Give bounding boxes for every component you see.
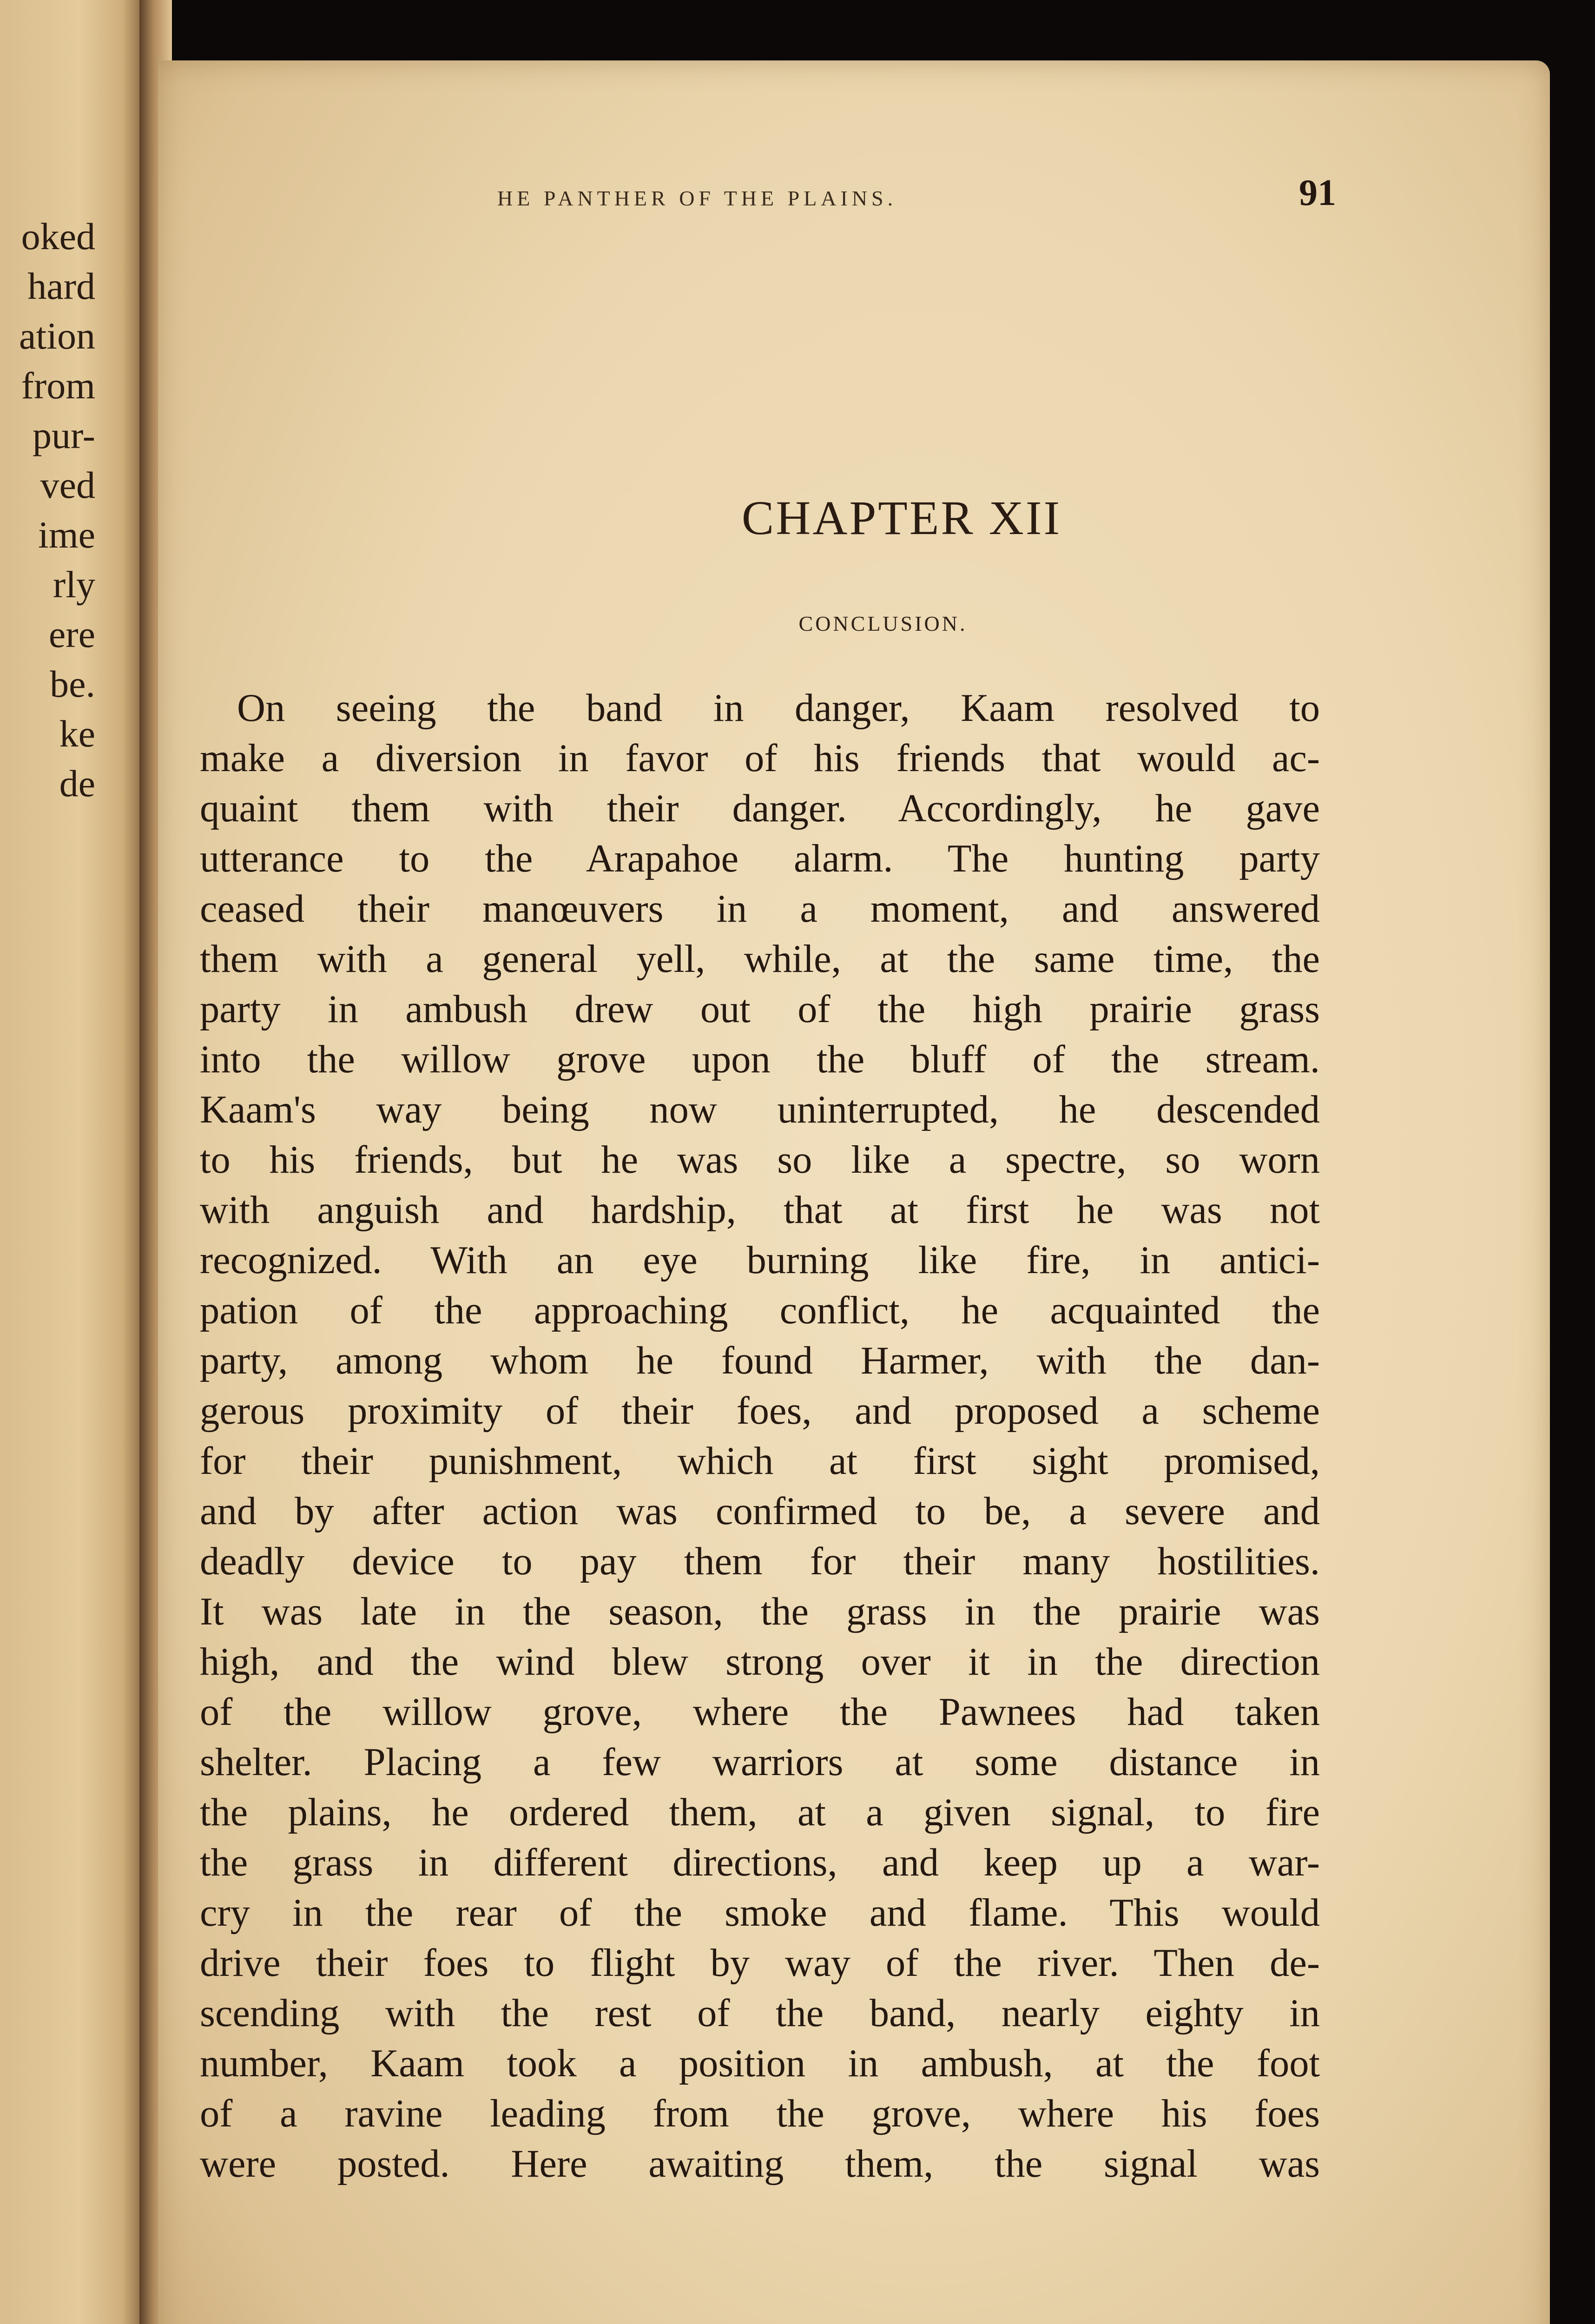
text-line: quaint them with their danger. Accordingly, he gave	[200, 787, 1320, 830]
text-line: into the willow grove upon the bluff of the stream.	[200, 1038, 1320, 1081]
body-paragraph	[200, 683, 1320, 2189]
text-line: Kaam's way being now uninterrupted, he descended	[200, 1088, 1320, 1131]
text-line: number, Kaam took a position in ambush, at the foot	[200, 2042, 1320, 2085]
text-line: utterance to the Arapahoe alarm. The hunting party	[200, 837, 1320, 880]
text-line: shelter. Placing a few warriors at some distance in	[200, 1741, 1320, 1784]
text-line: with anguish and hardship, that at first he was not	[200, 1188, 1320, 1232]
left-fragment: ime	[38, 514, 95, 556]
text-line: recognized. With an eye burning like fire, in antici-	[200, 1239, 1320, 1282]
text-line: the grass in different directions, and keep up a war-	[200, 1841, 1320, 1884]
text-line: cry in the rear of the smoke and flame. This would	[200, 1891, 1320, 1934]
text-line: high, and the wind blew strong over it in the direction	[200, 1640, 1320, 1684]
right-page	[158, 60, 1550, 2324]
text-line: the plains, he ordered them, at a given signal, to fire	[200, 1791, 1320, 1834]
left-facing-page	[0, 0, 144, 2324]
text-line: of the willow grove, where the Pawnees had taken	[200, 1690, 1320, 1734]
chapter-subtitle: CONCLUSION.	[798, 612, 968, 635]
text-line: It was late in the season, the grass in the prairie was	[200, 1590, 1320, 1633]
text-line: party, among whom he found Harmer, with the dan-	[200, 1339, 1320, 1382]
left-fragment: from	[21, 364, 95, 407]
text-line: pation of the approaching conflict, he acquainted the	[200, 1289, 1320, 1332]
left-fragment: pur-	[33, 414, 95, 456]
left-fragment: oked	[21, 215, 95, 257]
left-fragment: de	[59, 762, 95, 805]
text-line: them with a general yell, while, at the same time, the	[200, 938, 1320, 981]
text-line: deadly device to pay them for their many hostilities.	[200, 1540, 1320, 1583]
text-line: scending with the rest of the band, nearly eighty in	[200, 1992, 1320, 2035]
left-page-text-fragments	[0, 211, 139, 808]
chapter-title: CHAPTER XII	[741, 491, 1062, 545]
text-line: of a ravine leading from the grove, where his foes	[200, 2092, 1320, 2135]
text-line: for their punishment, which at first sight promised,	[200, 1439, 1320, 1483]
page-number: 91	[1299, 172, 1336, 213]
text-line: and by after action was confirmed to be, a severe and	[200, 1490, 1320, 1533]
text-line: make a diversion in favor of his friends that would ac-	[200, 737, 1320, 780]
text-line: to his friends, but he was so like a spectre, so worn	[200, 1138, 1320, 1182]
left-fragment: rly	[53, 563, 95, 606]
left-fragment: be.	[50, 663, 95, 705]
text-line: On seeing the band in danger, Kaam resolved to	[237, 687, 1320, 730]
text-line: party in ambush drew out of the high prairie grass	[200, 988, 1320, 1031]
running-head: HE PANTHER OF THE PLAINS.	[497, 186, 897, 210]
left-fragment: ke	[59, 713, 95, 755]
left-fragment: ere	[48, 613, 95, 655]
left-fragment: ation	[19, 315, 95, 357]
text-line: drive their foes to flight by way of the river. Then de-	[200, 1941, 1320, 1985]
left-fragment: ved	[40, 464, 95, 506]
text-line: gerous proximity of their foes, and proposed a scheme	[200, 1389, 1320, 1433]
text-line: were posted. Here awaiting them, the signal was	[200, 2142, 1320, 2185]
text-line: ceased their manœuvers in a moment, and answered	[200, 887, 1320, 931]
left-fragment: hard	[27, 265, 95, 307]
